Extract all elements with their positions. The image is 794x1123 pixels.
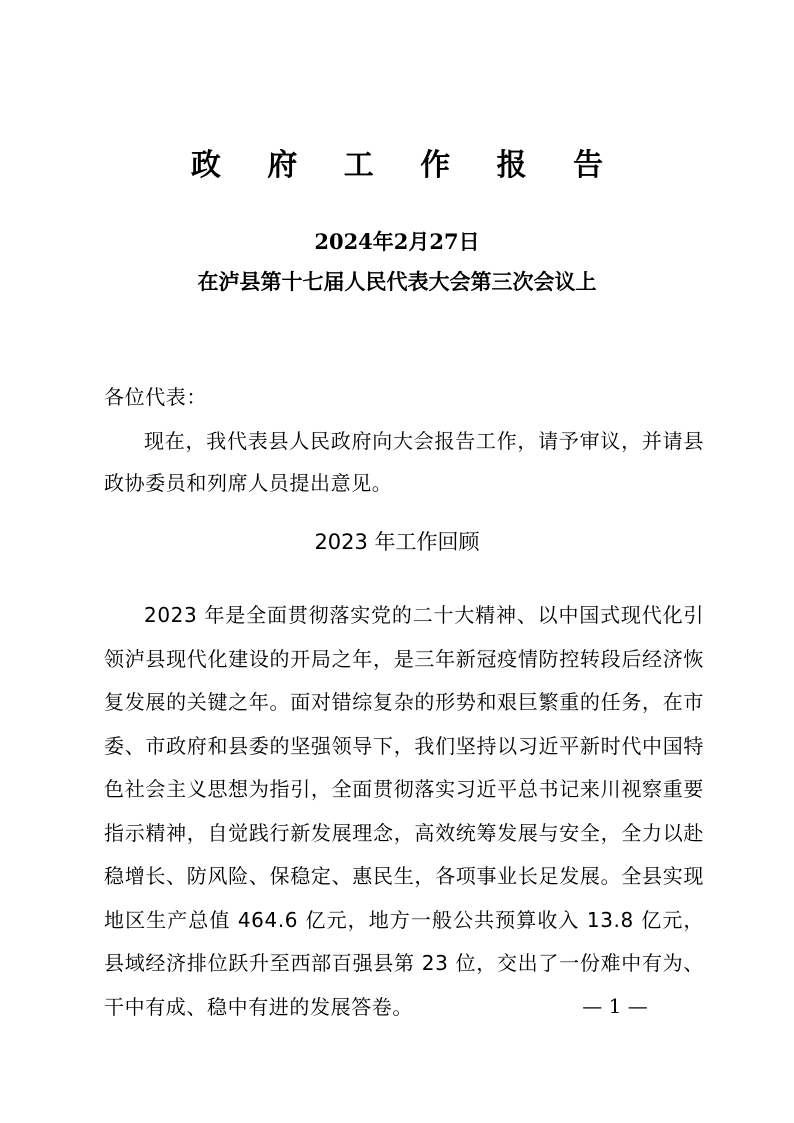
section-heading: 2023 年工作回顾 — [314, 530, 480, 554]
intro-paragraph: 现在，我代表县人民政府向大会报告工作，请予审议，并请县政协委员和列席人员提出意见。 — [104, 429, 704, 495]
report-venue: 在泸县第十七届人民代表大会第三次会议上 — [197, 269, 597, 294]
page-number: — 1 — — [582, 994, 648, 1018]
review-paragraph: 2023 年是全面贯彻落实党的二十大精神、以中国式现代化引领泸县现代化建设的开局之年，是三年新冠疫情防控转段后经济恢复发展的关键之年。面对错综复杂的形势和艰巨繁重的任务，在市委、市政府和县委的坚强领导下，我们坚持以习近平新时代中国特色社会主义思想为指引，全面贯彻落实习近平总书记来川视察重要指示精神，自觉践行新发展理念，高效统筹发展与安全，全力以赴稳增长、防风险、保稳定、惠民生，各项事业长足发展。全县实现地区生产总值 464.6 亿元，地方一般公共预算收入 13.8 亿元，县域经济排位跃升至西部百强县第 23 位，交出了一份难中有为、干中有成、稳中有进的发展答卷。 — [104, 603, 704, 1019]
document-title: 政 府 工 作 报 告 — [190, 148, 622, 183]
salutation: 各位代表： — [104, 385, 207, 409]
report-date: 2024年2月27日 — [314, 229, 480, 254]
